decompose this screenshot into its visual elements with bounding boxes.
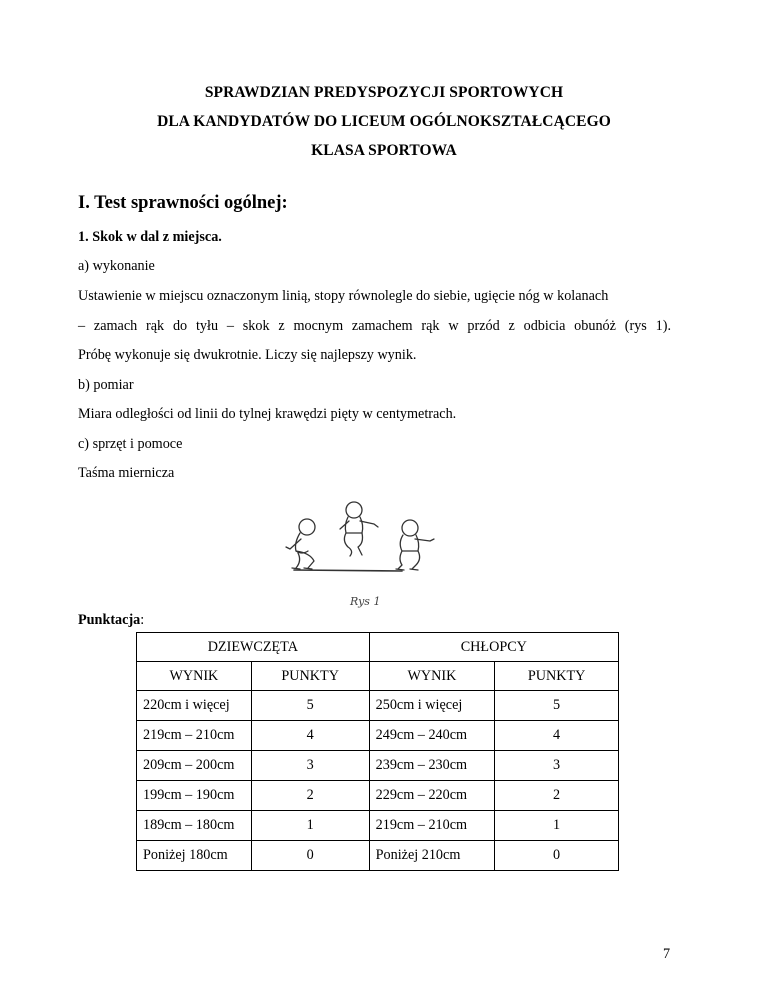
boys-points-cell: 2 <box>495 781 619 811</box>
figure-caption: Rys 1 <box>350 595 381 608</box>
girls-result-cell: 199cm – 190cm <box>137 781 252 811</box>
boys-result-cell: Poniżej 210cm <box>369 841 495 871</box>
girls-result-cell: Poniżej 180cm <box>137 841 252 871</box>
girls-points-header: PUNKTY <box>251 662 369 691</box>
jumper-figure-start <box>286 519 315 569</box>
equipment-label: c) sprzęt i pomoce <box>78 436 183 452</box>
boys-result-header: WYNIK <box>369 662 495 691</box>
girls-points-cell: 5 <box>251 691 369 721</box>
equipment-text: Taśma miernicza <box>78 465 175 481</box>
table-row <box>137 841 619 871</box>
girls-result-cell: 189cm – 180cm <box>137 811 252 841</box>
boys-points-cell: 3 <box>495 751 619 781</box>
boys-result-cell: 249cm – 240cm <box>369 721 495 751</box>
boys-points-cell: 5 <box>495 691 619 721</box>
boys-result-cell: 229cm – 220cm <box>369 781 495 811</box>
execution-line-2: – zamach rąk do tyłu – skok z mocnym zamachem rąk w przód z odbicia obunóż (rys 1). <box>78 318 671 334</box>
test-title: 1. Skok w dal z miejsca. <box>78 229 222 245</box>
girls-result-header: WYNIK <box>137 662 252 691</box>
jumper-figure-landing <box>396 520 434 570</box>
table-row <box>137 751 619 781</box>
girls-points-cell: 1 <box>251 811 369 841</box>
jumper-figure-flight <box>340 502 378 556</box>
boys-points-cell: 0 <box>495 841 619 871</box>
measure-label: b) pomiar <box>78 377 134 393</box>
execution-label: a) wykonanie <box>78 258 155 274</box>
boys-header: CHŁOPCY <box>369 633 618 662</box>
girls-result-cell: 219cm – 210cm <box>137 721 252 751</box>
execution-line-3: Próbę wykonuje się dwukrotnie. Liczy się najlepszy wynik. <box>78 347 417 363</box>
table-row <box>137 721 619 751</box>
girls-result-cell: 209cm – 200cm <box>137 751 252 781</box>
girls-points-cell: 3 <box>251 751 369 781</box>
girls-points-cell: 0 <box>251 841 369 871</box>
scoring-table <box>136 632 619 871</box>
execution-line-1: Ustawienie w miejscu oznaczonym linią, stopy równolegle do siebie, ugięcie nóg w kolanach <box>78 288 609 304</box>
boys-points-cell: 4 <box>495 721 619 751</box>
boys-result-cell: 239cm – 230cm <box>369 751 495 781</box>
boys-result-cell: 219cm – 210cm <box>369 811 495 841</box>
title-line-1: SPRAWDZIAN PREDYSPOZYCJI SPORTOWYCH <box>204 84 564 101</box>
girls-points-cell: 2 <box>251 781 369 811</box>
page-number: 7 <box>663 946 671 962</box>
table-row <box>137 691 619 721</box>
measure-text: Miara odległości od linii do tylnej krawędzi pięty w centymetrach. <box>78 406 457 422</box>
girls-points-cell: 4 <box>251 721 369 751</box>
girls-result-cell: 220cm i więcej <box>137 691 252 721</box>
section-heading: I. Test sprawności ogólnej: <box>78 193 288 213</box>
table-row <box>137 781 619 811</box>
title-line-2: DLA KANDYDATÓW DO LICEUM OGÓLNOKSZTAŁCĄCEGO <box>157 113 611 130</box>
boys-points-header: PUNKTY <box>495 662 619 691</box>
scoring-label: Punktacja: <box>78 612 145 628</box>
boys-result-cell: 250cm i więcej <box>369 691 495 721</box>
long-jump-illustration <box>250 455 510 615</box>
table-row <box>137 811 619 841</box>
girls-header: DZIEWCZĘTA <box>137 633 370 662</box>
title-line-3: KLASA SPORTOWA <box>311 142 457 159</box>
boys-points-cell: 1 <box>495 811 619 841</box>
